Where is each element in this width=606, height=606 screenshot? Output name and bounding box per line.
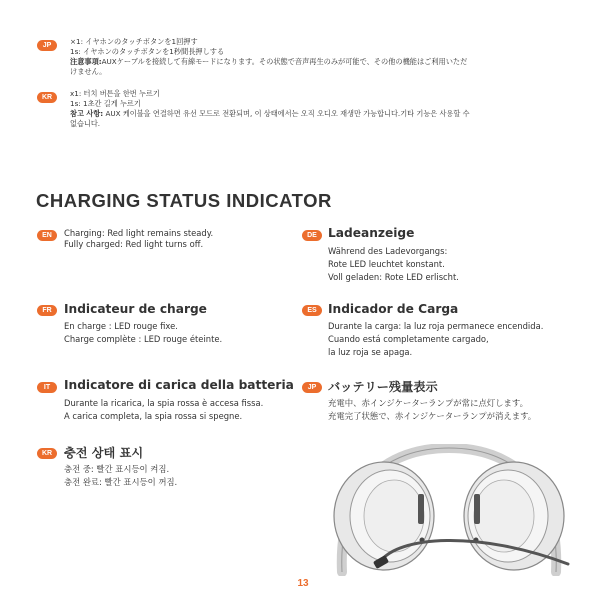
headphones-illustration	[318, 444, 580, 576]
en-line-1: Charging: Red light remains steady.	[64, 228, 214, 238]
kr-badge: KR	[37, 448, 57, 459]
it-line-2: A carica completa, la spia rossa si spegne.	[64, 411, 243, 421]
fr-line-1: En charge : LED rouge fixe.	[64, 321, 178, 331]
it-badge: IT	[37, 382, 57, 393]
jp-badge-top: JP	[37, 40, 57, 51]
kr-line-2: 충전 완료: 빨간 표시등이 꺼짐.	[64, 477, 178, 487]
de-heading: Ladeanzeige	[328, 226, 415, 240]
kr-top-note	[70, 109, 470, 119]
es-line-1: Durante la carga: la luz roja permanece encendida.	[328, 321, 544, 331]
page-title: CHARGING STATUS INDICATOR	[36, 190, 332, 211]
kr-top-line-2: 1s: 1초간 길게 누르기	[70, 99, 141, 108]
es-heading: Indicador de Carga	[328, 302, 459, 316]
es-line-3: la luz roja se apaga.	[328, 347, 413, 357]
kr-heading: 충전 상태 표시	[64, 446, 144, 460]
jp-top-note-cont: けません。	[70, 67, 107, 76]
kr-line-1: 충전 중: 빨간 표시등이 켜짐.	[64, 464, 170, 474]
jp-top-line-2: 1s: イヤホンのタッチボタンを1秒間長押しする	[70, 47, 225, 56]
es-badge: ES	[302, 305, 322, 316]
kr-top-note-text: AUX 케이블을 연결하면 유선 모드로 전환되며, 이 상태에서는 오직 오디오 재생만 가능합니다.기타 기능은 사용할 수	[103, 109, 470, 118]
jp-badge: JP	[302, 382, 322, 393]
de-line-1: Während des Ladevorgangs:	[328, 246, 448, 256]
jp-heading: バッテリー残量表示	[328, 380, 438, 394]
de-badge: DE	[302, 230, 322, 241]
fr-badge: FR	[37, 305, 57, 316]
page-number: 13	[297, 578, 309, 589]
jp-top-note-label: 注意事項:	[70, 57, 102, 66]
fr-heading: Indicateur de charge	[64, 302, 207, 316]
it-heading: Indicatore di carica della batteria	[64, 378, 294, 392]
jp-top-note	[70, 57, 467, 67]
en-line-2: Fully charged: Red light turns off.	[64, 239, 204, 249]
kr-top-note-cont: 없습니다.	[70, 119, 101, 128]
en-badge: EN	[37, 230, 57, 241]
fr-line-2: Charge complète : LED rouge éteinte.	[64, 334, 223, 344]
jp-line-2: 充電完了状態で、赤インジケーターランプが消えます。	[328, 411, 537, 421]
it-line-1: Durante la ricarica, la spia rossa è accesa fissa.	[64, 398, 264, 408]
kr-top-line-1: x1: 터치 버튼을 한번 누르기	[70, 89, 160, 98]
es-line-2: Cuando está completamente cargado,	[328, 334, 489, 344]
de-line-3: Voll geladen: Rote LED erlischt.	[328, 272, 459, 282]
de-line-2: Rote LED leuchtet konstant.	[328, 259, 445, 269]
kr-badge-top: KR	[37, 92, 57, 103]
jp-top-line-1: ×1: イヤホンのタッチボタンを1回押す	[70, 37, 198, 46]
jp-line-1: 充電中、赤インジケーターランプが常に点灯します。	[328, 398, 528, 408]
jp-top-note-text: AUXケーブルを接続して有線モードになります。その状態で音声再生のみが可能で、その他の機能はご利用いただ	[101, 57, 468, 66]
kr-top-note-label: 참고 사항:	[70, 109, 104, 118]
